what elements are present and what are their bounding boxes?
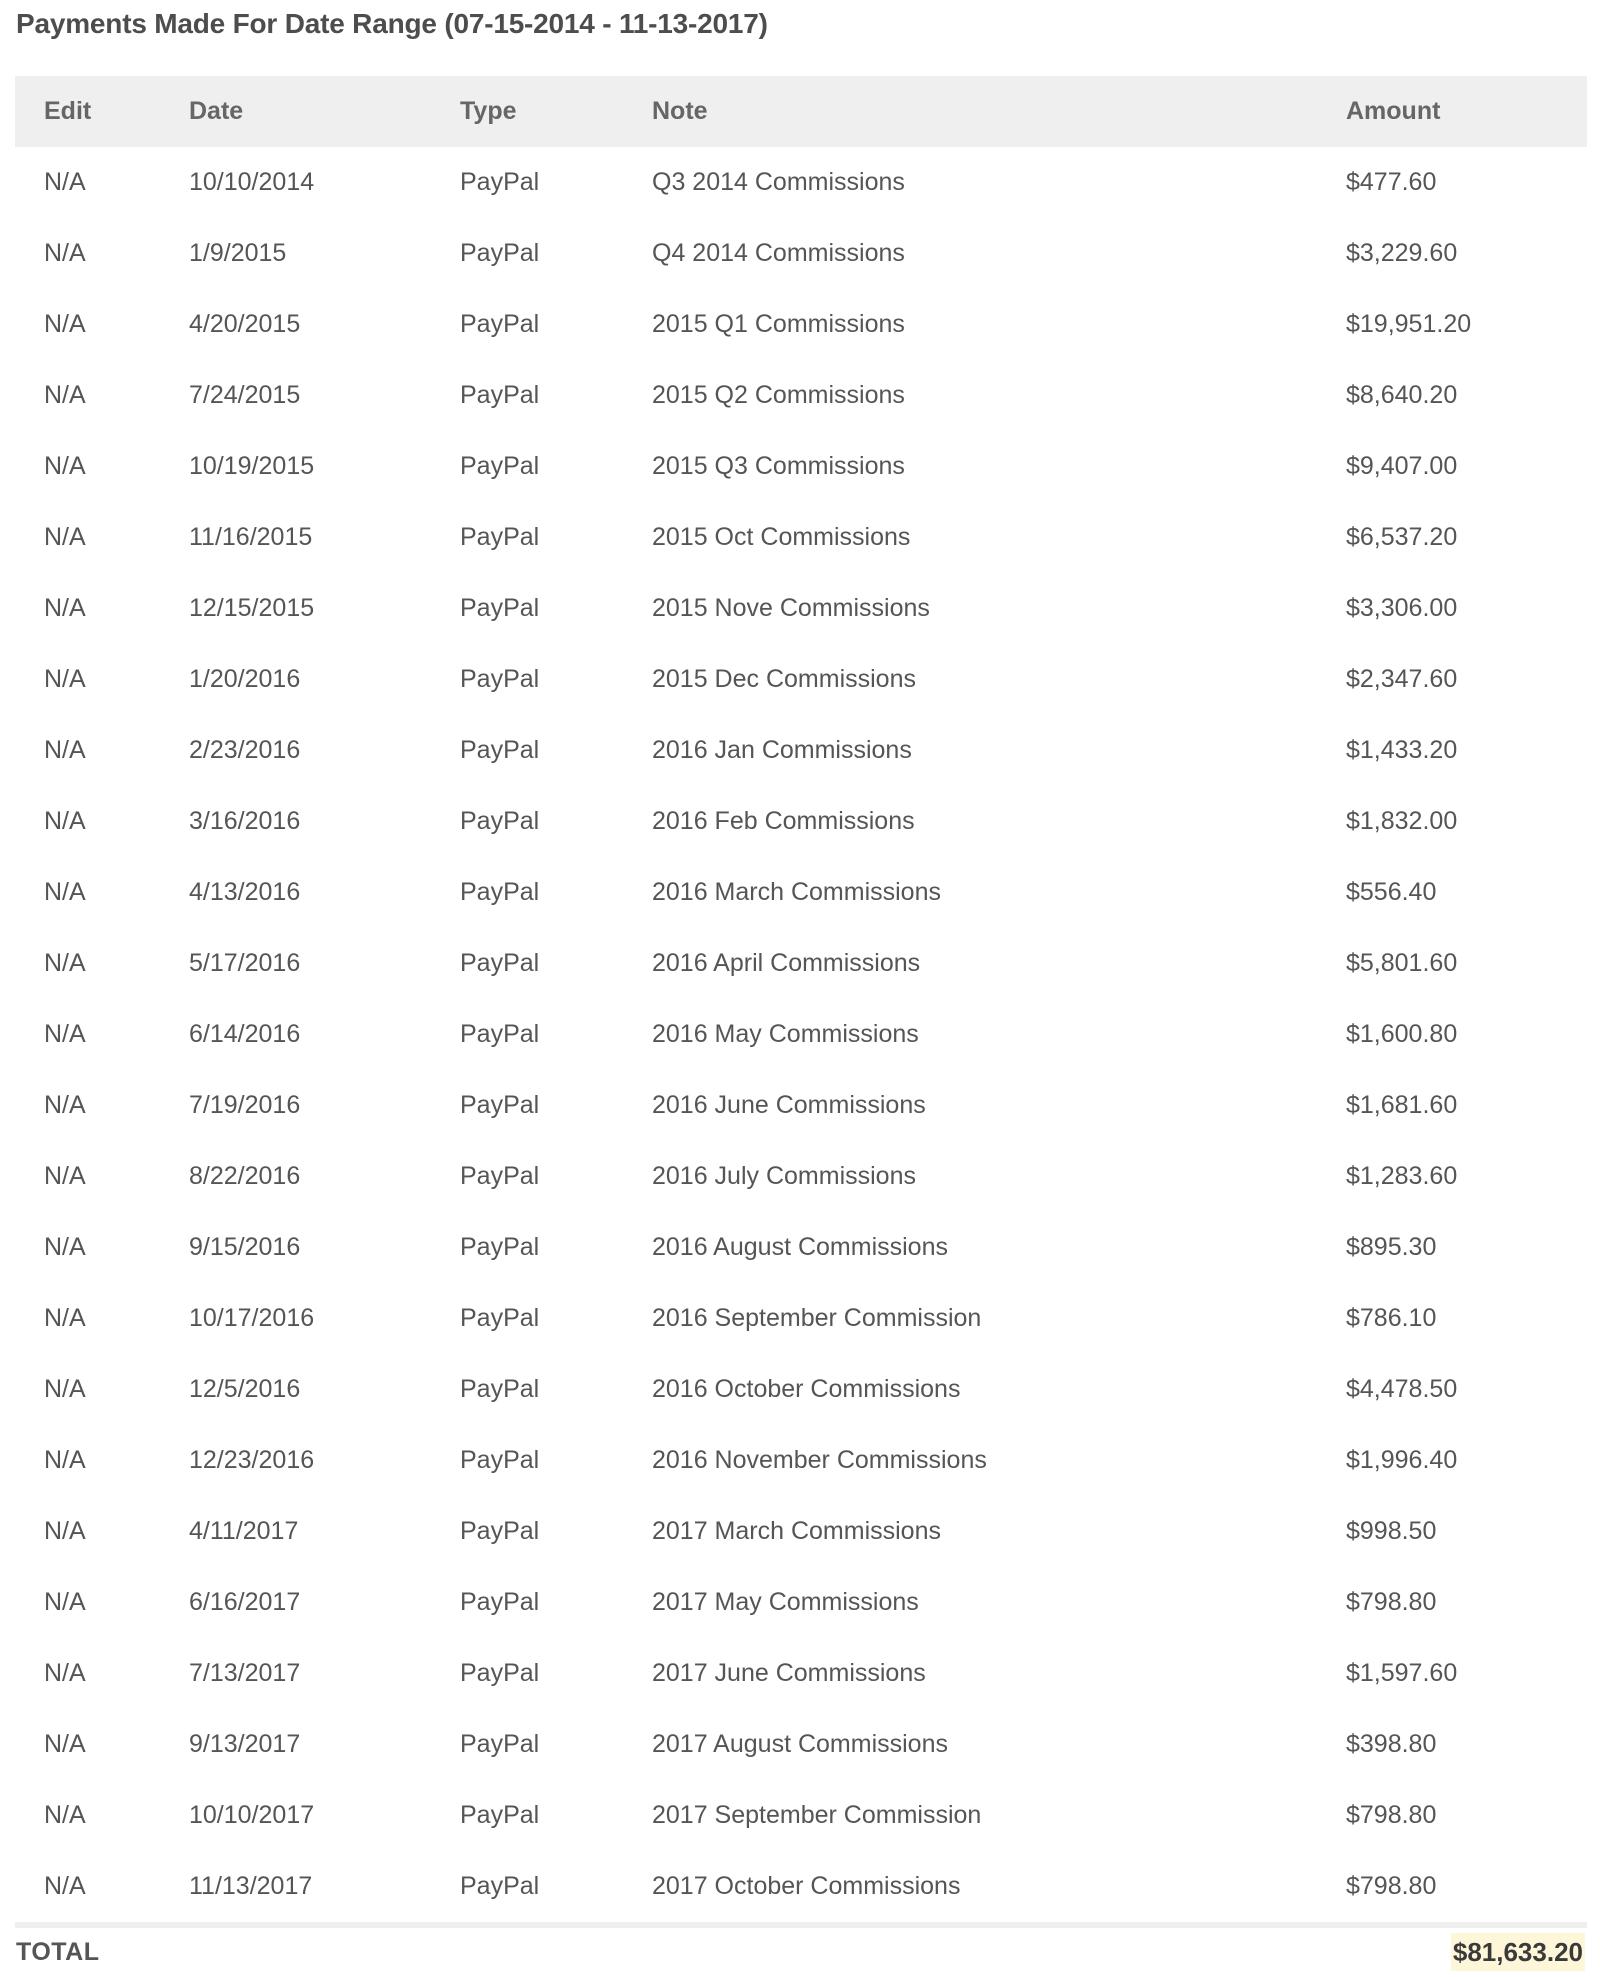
cell-type: PayPal [460, 949, 540, 977]
cell-edit: N/A [44, 1162, 86, 1190]
cell-amount: $398.80 [1346, 1730, 1437, 1758]
cell-type: PayPal [460, 1020, 540, 1048]
cell-amount: $798.80 [1346, 1872, 1437, 1900]
total-amount: $81,633.20 [1451, 1933, 1585, 1971]
cell-amount: $1,681.60 [1346, 1091, 1458, 1119]
cell-note: 2016 September Commission [652, 1304, 982, 1332]
column-header-type: Type [460, 97, 517, 125]
cell-note: 2016 April Commissions [652, 949, 921, 977]
cell-date: 11/16/2015 [189, 523, 313, 551]
cell-edit: N/A [44, 1588, 86, 1616]
cell-note: 2017 September Commission [652, 1801, 982, 1829]
table-row [15, 1638, 1587, 1709]
cell-note: 2016 July Commissions [652, 1162, 916, 1190]
cell-note: 2015 Q1 Commissions [652, 310, 905, 338]
cell-amount: $895.30 [1346, 1233, 1437, 1261]
cell-amount: $4,478.50 [1346, 1375, 1458, 1403]
cell-date: 7/19/2016 [189, 1091, 301, 1119]
cell-note: 2017 October Commissions [652, 1872, 961, 1900]
cell-edit: N/A [44, 381, 86, 409]
table-row [15, 1709, 1587, 1780]
cell-edit: N/A [44, 168, 86, 196]
cell-note: 2017 June Commissions [652, 1659, 926, 1687]
cell-amount: $5,801.60 [1346, 949, 1458, 977]
column-header-note: Note [652, 97, 708, 125]
table-row [15, 1212, 1587, 1283]
table-row [15, 1780, 1587, 1851]
table-row [15, 1070, 1587, 1141]
table-row [15, 1141, 1587, 1212]
table-row [15, 1425, 1587, 1496]
table-row [15, 1496, 1587, 1567]
cell-type: PayPal [460, 1659, 540, 1687]
cell-edit: N/A [44, 1659, 86, 1687]
column-header-date: Date [189, 97, 244, 125]
total-label: TOTAL [16, 1938, 100, 1966]
cell-date: 6/16/2017 [189, 1588, 301, 1616]
cell-amount: $1,433.20 [1346, 736, 1458, 764]
cell-type: PayPal [460, 1162, 540, 1190]
cell-amount: $786.10 [1346, 1304, 1437, 1332]
cell-note: 2016 November Commissions [652, 1446, 987, 1474]
cell-edit: N/A [44, 736, 86, 764]
page-title: Payments Made For Date Range (07-15-2014 - 11-13-2017) [16, 8, 768, 39]
table-header-row [15, 76, 1587, 147]
cell-type: PayPal [460, 452, 540, 480]
table-row [15, 928, 1587, 999]
cell-amount: $3,306.00 [1346, 594, 1458, 622]
table-row [15, 218, 1587, 289]
cell-amount: $3,229.60 [1346, 239, 1458, 267]
cell-edit: N/A [44, 1801, 86, 1829]
cell-date: 10/10/2017 [189, 1801, 315, 1829]
cell-edit: N/A [44, 949, 86, 977]
table-row [15, 147, 1587, 218]
cell-note: 2016 June Commissions [652, 1091, 926, 1119]
cell-amount: $8,640.20 [1346, 381, 1458, 409]
cell-edit: N/A [44, 1517, 86, 1545]
table-row [15, 431, 1587, 502]
cell-date: 1/20/2016 [189, 665, 301, 693]
cell-edit: N/A [44, 878, 86, 906]
cell-type: PayPal [460, 736, 540, 764]
column-header-edit: Edit [44, 97, 92, 125]
cell-date: 9/15/2016 [189, 1233, 301, 1261]
total-divider [15, 1922, 1587, 1928]
cell-amount: $6,537.20 [1346, 523, 1458, 551]
table-row [15, 1851, 1587, 1922]
cell-date: 6/14/2016 [189, 1020, 301, 1048]
cell-type: PayPal [460, 594, 540, 622]
cell-date: 2/23/2016 [189, 736, 301, 764]
cell-amount: $1,283.60 [1346, 1162, 1458, 1190]
cell-date: 5/17/2016 [189, 949, 301, 977]
cell-date: 12/23/2016 [189, 1446, 315, 1474]
cell-type: PayPal [460, 1375, 540, 1403]
cell-edit: N/A [44, 1730, 86, 1758]
cell-amount: $477.60 [1346, 168, 1437, 196]
cell-edit: N/A [44, 310, 86, 338]
table-row [15, 644, 1587, 715]
cell-note: Q4 2014 Commissions [652, 239, 905, 267]
cell-date: 1/9/2015 [189, 239, 287, 267]
cell-type: PayPal [460, 310, 540, 338]
cell-note: 2016 August Commissions [652, 1233, 948, 1261]
cell-amount: $2,347.60 [1346, 665, 1458, 693]
cell-amount: $9,407.00 [1346, 452, 1458, 480]
cell-amount: $1,996.40 [1346, 1446, 1458, 1474]
cell-edit: N/A [44, 1872, 86, 1900]
cell-edit: N/A [44, 452, 86, 480]
cell-type: PayPal [460, 1517, 540, 1545]
cell-note: 2017 May Commissions [652, 1588, 919, 1616]
cell-type: PayPal [460, 523, 540, 551]
cell-edit: N/A [44, 1446, 86, 1474]
cell-edit: N/A [44, 594, 86, 622]
cell-edit: N/A [44, 239, 86, 267]
cell-note: 2015 Nove Commissions [652, 594, 930, 622]
cell-type: PayPal [460, 168, 540, 196]
cell-note: Q3 2014 Commissions [652, 168, 905, 196]
table-row [15, 786, 1587, 857]
cell-note: 2015 Q3 Commissions [652, 452, 905, 480]
cell-amount: $998.50 [1346, 1517, 1437, 1545]
cell-note: 2016 March Commissions [652, 878, 941, 906]
table-body [15, 147, 1587, 1922]
cell-date: 12/15/2015 [189, 594, 315, 622]
cell-note: 2016 Feb Commissions [652, 807, 915, 835]
cell-date: 8/22/2016 [189, 1162, 301, 1190]
cell-edit: N/A [44, 1091, 86, 1119]
cell-date: 4/20/2015 [189, 310, 301, 338]
table-row [15, 1567, 1587, 1638]
cell-date: 4/11/2017 [189, 1517, 299, 1545]
cell-type: PayPal [460, 665, 540, 693]
table-row [15, 715, 1587, 786]
cell-note: 2016 May Commissions [652, 1020, 919, 1048]
cell-amount: $1,600.80 [1346, 1020, 1458, 1048]
cell-type: PayPal [460, 1872, 540, 1900]
cell-edit: N/A [44, 807, 86, 835]
cell-type: PayPal [460, 878, 540, 906]
table-header [15, 76, 1587, 147]
cell-type: PayPal [460, 1588, 540, 1616]
cell-type: PayPal [460, 807, 540, 835]
cell-note: 2016 October Commissions [652, 1375, 961, 1403]
cell-date: 10/10/2014 [189, 168, 315, 196]
table-row [15, 289, 1587, 360]
cell-type: PayPal [460, 1446, 540, 1474]
cell-date: 10/19/2015 [189, 452, 315, 480]
cell-type: PayPal [460, 1730, 540, 1758]
cell-note: 2015 Oct Commissions [652, 523, 911, 551]
cell-date: 11/13/2017 [189, 1872, 313, 1900]
table-row [15, 1283, 1587, 1354]
cell-amount: $556.40 [1346, 878, 1437, 906]
table-row [15, 857, 1587, 928]
cell-edit: N/A [44, 1375, 86, 1403]
cell-amount: $798.80 [1346, 1588, 1437, 1616]
cell-note: 2017 March Commissions [652, 1517, 941, 1545]
table-row [15, 502, 1587, 573]
cell-amount: $798.80 [1346, 1801, 1437, 1829]
cell-note: 2017 August Commissions [652, 1730, 948, 1758]
cell-note: 2015 Q2 Commissions [652, 381, 905, 409]
cell-type: PayPal [460, 1304, 540, 1332]
table-row [15, 360, 1587, 431]
cell-date: 7/13/2017 [189, 1659, 301, 1687]
cell-edit: N/A [44, 665, 86, 693]
cell-edit: N/A [44, 1233, 86, 1261]
cell-date: 9/13/2017 [189, 1730, 301, 1758]
cell-note: 2015 Dec Commissions [652, 665, 916, 693]
cell-date: 3/16/2016 [189, 807, 301, 835]
cell-edit: N/A [44, 523, 86, 551]
cell-note: 2016 Jan Commissions [652, 736, 912, 764]
cell-type: PayPal [460, 1233, 540, 1261]
cell-amount: $19,951.20 [1346, 310, 1472, 338]
cell-date: 4/13/2016 [189, 878, 301, 906]
table-row [15, 573, 1587, 644]
payments-table [15, 76, 1587, 1922]
cell-type: PayPal [460, 239, 540, 267]
cell-edit: N/A [44, 1020, 86, 1048]
cell-date: 7/24/2015 [189, 381, 301, 409]
cell-amount: $1,832.00 [1346, 807, 1458, 835]
table-row [15, 999, 1587, 1070]
cell-date: 12/5/2016 [189, 1375, 301, 1403]
cell-type: PayPal [460, 1091, 540, 1119]
cell-date: 10/17/2016 [189, 1304, 315, 1332]
cell-edit: N/A [44, 1304, 86, 1332]
cell-type: PayPal [460, 381, 540, 409]
cell-type: PayPal [460, 1801, 540, 1829]
cell-amount: $1,597.60 [1346, 1659, 1458, 1687]
table-row [15, 1354, 1587, 1425]
column-header-amount: Amount [1346, 97, 1441, 125]
